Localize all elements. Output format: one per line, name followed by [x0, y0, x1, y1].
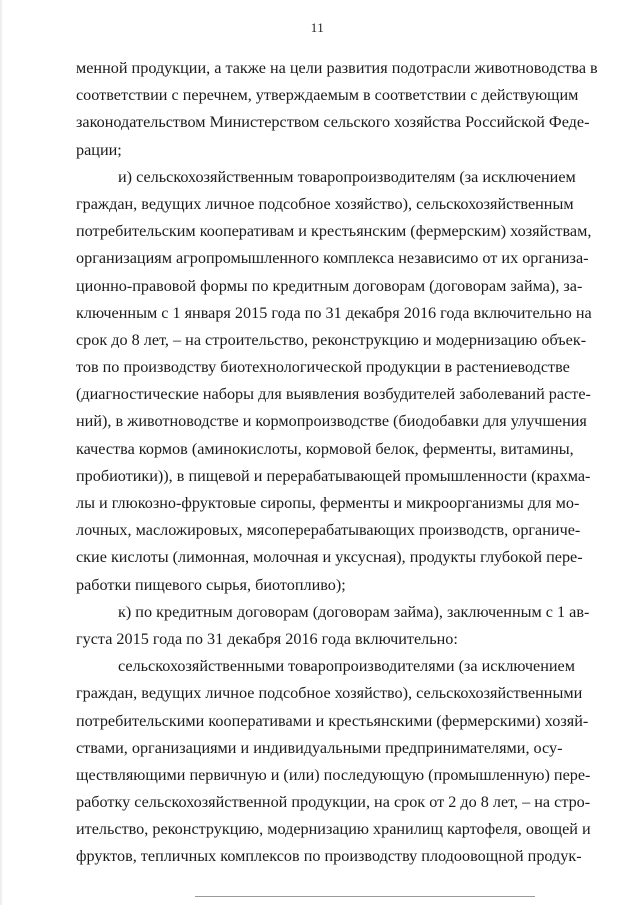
text-line: ские кислоты (лимонная, молочная и уксусная), продукты глубокой пере- [76, 548, 583, 567]
text-line: к) по кредитным договорам (договорам займа), заключенным с 1 ав- [118, 602, 590, 621]
text-line: законодательством Министерством сельского хозяйства Российской Феде- [76, 113, 590, 132]
text-line: организациям агропромышленного комплекса независимо от их организа- [76, 249, 589, 268]
text-line: густа 2015 года по 31 декабря 2016 года включительно: [76, 629, 458, 648]
scan-edge-shadow [0, 0, 3, 905]
text-line: ционно-правовой формы по кредитным договорам (договорам займа), за- [76, 276, 583, 295]
text-line: срок до 8 лет, – на строительство, реконструкцию и модернизацию объек- [76, 330, 587, 349]
text-line: пробиотики)), в пищевой и перерабатывающей промышленности (крахма- [76, 466, 591, 485]
text-line: тов по производству биотехнологической продукции в растениеводстве [76, 358, 570, 377]
text-line: граждан, ведущих личное подсобное хозяйство), сельскохозяйственным [76, 194, 574, 213]
text-line: потребительскими кооперативами и крестьянскими (фермерскими) хозяй- [76, 711, 589, 730]
text-line: работку сельскохозяйственной продукции, на срок от 2 до 8 лет, – на стро- [76, 793, 591, 812]
text-line: граждан, ведущих личное подсобное хозяйство), сельскохозяйственными [76, 684, 583, 703]
text-line: сельскохозяйственными товаропроизводителями (за исключением [118, 657, 575, 676]
text-line: ительство, реконструкцию, модернизацию хранилищ картофеля, овощей и [76, 820, 591, 839]
bottom-rule [195, 896, 535, 897]
text-line: работки пищевого сырья, биотопливо); [76, 575, 346, 594]
text-line: (диагностические наборы для выявления возбудителей заболеваний расте- [76, 385, 591, 404]
text-line: ствами, организациями и индивидуальными предпринимателями, осу- [76, 738, 563, 757]
text-line: потребительским кооперативам и крестьянским (фермерским) хозяйствам, [76, 222, 592, 241]
text-line: ний), в животноводстве и кормопроизводстве (биодобавки для улучшения [76, 412, 587, 431]
body-text [76, 55, 598, 871]
page-number: 11 [310, 20, 325, 35]
text-line: лочных, масложировых, мясоперерабатывающих производств, органиче- [76, 521, 581, 540]
text-line: качества кормов (аминокислоты, кормовой белок, ферменты, витамины, [76, 439, 574, 458]
text-line: и) сельскохозяйственным товаропроизводителям (за исключением [118, 167, 576, 186]
text-line: рации; [76, 140, 122, 159]
text-line: фруктов, тепличных комплексов по производству плодоовощной продук- [76, 847, 582, 866]
text-line: ключенным с 1 января 2015 года по 31 декабря 2016 года включительно на [76, 303, 592, 322]
text-line: соответствии с перечнем, утверждаемым в соответствии с действующим [76, 86, 579, 105]
text-line: лы и глюкозно-фруктовые сиропы, ферменты и микроорганизмы для мо- [76, 494, 580, 512]
text-line: менной продукции, а также на цели развития подотрасли животноводства в [76, 59, 598, 77]
text-line: ществляющими первичную и (или) последующую (промышленную) пере- [76, 765, 591, 784]
